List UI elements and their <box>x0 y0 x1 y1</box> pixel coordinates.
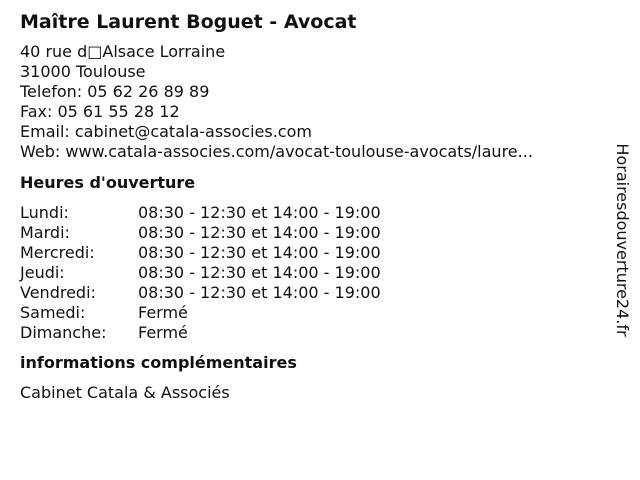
day-hours: 08:30 - 12:30 et 14:00 - 19:00 <box>138 283 381 302</box>
day-hours: Fermé <box>138 323 188 342</box>
day-hours: 08:30 - 12:30 et 14:00 - 19:00 <box>138 243 381 262</box>
opening-hours-heading: Heures d'ouverture <box>20 173 196 192</box>
day-label: Samedi: <box>20 303 86 322</box>
day-label: Vendredi: <box>20 283 96 302</box>
opening-hours-table <box>20 203 600 343</box>
day-label: Mardi: <box>20 223 70 242</box>
address-street: 40 rue d□Alsace Lorraine <box>20 42 226 61</box>
hours-row-tuesday <box>20 223 600 243</box>
additional-info-text: Cabinet Catala & Associés <box>20 383 230 402</box>
fax-number: Fax: 05 61 55 28 12 <box>20 102 180 121</box>
email-address: Email: cabinet@catala-associes.com <box>20 122 312 141</box>
business-card <box>20 10 600 403</box>
day-label: Dimanche: <box>20 323 107 342</box>
day-label: Lundi: <box>20 203 69 222</box>
day-label: Mercredi: <box>20 243 95 262</box>
day-hours: Fermé <box>138 303 188 322</box>
day-label: Jeudi: <box>20 263 65 282</box>
site-watermark: Horairesdouverture24.fr <box>613 143 632 337</box>
day-hours: 08:30 - 12:30 et 14:00 - 19:00 <box>138 203 381 222</box>
website-url: Web: www.catala-associes.com/avocat-toulouse-avocats/laure... <box>20 142 533 161</box>
additional-info-heading: informations complémentaires <box>20 353 297 372</box>
hours-row-sunday <box>20 323 600 343</box>
phone-number: Telefon: 05 62 26 89 89 <box>20 82 210 101</box>
hours-row-monday <box>20 203 600 223</box>
hours-row-thursday <box>20 263 600 283</box>
hours-row-saturday <box>20 303 600 323</box>
hours-row-wednesday <box>20 243 600 263</box>
day-hours: 08:30 - 12:30 et 14:00 - 19:00 <box>138 263 381 282</box>
business-title: Maître Laurent Boguet - Avocat <box>20 11 357 33</box>
day-hours: 08:30 - 12:30 et 14:00 - 19:00 <box>138 223 381 242</box>
hours-row-friday <box>20 283 600 303</box>
address-city: 31000 Toulouse <box>20 62 146 81</box>
